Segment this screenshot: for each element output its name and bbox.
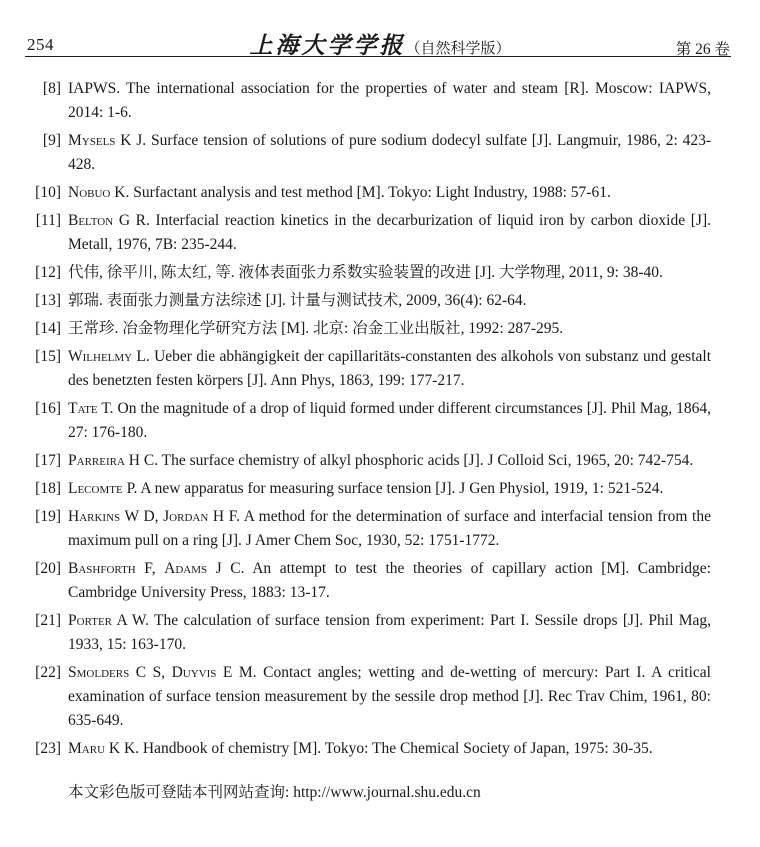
reference-text: Parreira H C. The surface chemistry of alkyl phosphoric acids [J]. J Colloid Sci, 1965, 20: 742-754. (68, 452, 694, 469)
reference-number: [12] (35, 264, 61, 281)
reference-list (35, 77, 711, 765)
reference-item (35, 449, 711, 473)
reference-text: 郭瑞. 表面张力测量方法综述 [J]. 计量与测试技术, 2009, 36(4): 62-64. (68, 292, 527, 309)
reference-text: 王常珍. 冶金物理化学研究方法 [M]. 北京: 冶金工业出版社, 1992: 287-295. (68, 320, 564, 337)
reference-number: [16] (35, 400, 61, 417)
reference-text: 代伟, 徐平川, 陈太红, 等. 液体表面张力系数实验装置的改进 [J]. 大学物理, 2011, 9: 38-40. (68, 264, 663, 281)
reference-number: [21] (35, 612, 61, 629)
reference-text: Lecomte P. A new apparatus for measuring surface tension [J]. J Gen Physiol, 1919, 1: 521-524. (68, 480, 664, 497)
reference-number: [19] (35, 508, 61, 525)
header-rule (25, 56, 731, 57)
reference-number: [17] (35, 452, 61, 469)
footer-note (68, 781, 712, 805)
reference-number: [18] (35, 480, 61, 497)
reference-number: [23] (35, 740, 61, 757)
journal-title-calligraphy: 上海大学学报 (249, 33, 406, 58)
page-number: 254 (27, 35, 54, 54)
reference-text: Mysels K J. Surface tension of solutions of pure sodium dodecyl sulfate [J]. Langmuir, 1986, 2: 423-428. (68, 132, 711, 173)
reference-item (35, 737, 711, 761)
reference-number: [8] (42, 80, 61, 97)
reference-item (35, 609, 711, 657)
reference-number: [10] (35, 184, 61, 201)
reference-item (35, 209, 711, 257)
volume-label: 第 26 卷 (675, 41, 730, 58)
reference-number: [20] (35, 560, 61, 577)
reference-text: Smolders C S, Duyvis E M. Contact angles; wetting and de-wetting of mercury: Part I. A critical examination of surface tension measurement by the sessile drop method [J]. Rec Trav Chim, 1961, 80: 635-649. (68, 664, 711, 729)
reference-text: Bashforth F, Adams J C. An attempt to test the theories of capillary action [M]. Cambridge: Cambridge University Press, 1883: 13-17. (68, 560, 711, 601)
reference-text: Wilhelmy L. Ueber die abhängigkeit der capillaritäts-constanten des alkohols von substanz und gestalt des benetzten festen körpers [J]. Ann Phys, 1863, 199: 177-217. (68, 348, 711, 389)
reference-number: [15] (35, 348, 61, 365)
reference-item (35, 477, 711, 501)
journal-website-url: http://www.journal.shu.edu.cn (293, 784, 481, 801)
reference-item (35, 289, 711, 313)
reference-text: Nobuo K. Surfactant analysis and test method [M]. Tokyo: Light Industry, 1988: 57-61. (68, 184, 611, 201)
reference-text: Porter A W. The calculation of surface tension from experiment: Part I. Sessile drops [J]. Phil Mag, 1933, 15: 163-170. (68, 612, 711, 653)
reference-item (42, 129, 711, 177)
reference-item (35, 505, 711, 553)
reference-text: Harkins W D, Jordan H F. A method for the determination of surface and interfacial tension from the maximum pull on a ring [J]. J Amer Chem Soc, 1930, 52: 1751-1772. (68, 508, 711, 549)
reference-number: [14] (35, 320, 61, 337)
reference-item (35, 661, 711, 733)
reference-number: [22] (35, 664, 61, 681)
reference-number: [9] (42, 132, 61, 149)
reference-text: Belton G R. Interfacial reaction kinetics in the decarburization of liquid iron by carbon dioxide [J]. Metall, 1976, 7B: 235-244. (68, 212, 711, 253)
reference-number: [13] (35, 292, 61, 309)
reference-item (35, 317, 711, 341)
reference-number: [11] (35, 212, 61, 229)
reference-item (35, 181, 711, 205)
reference-item (35, 557, 711, 605)
journal-subtitle: （自然科学版） (405, 41, 511, 57)
reference-item (35, 261, 711, 285)
reference-text: Tate T. On the magnitude of a drop of liquid formed under different circumstances [J]. Phil Mag, 1864, 27: 176-180. (68, 400, 711, 441)
reference-text: Maru K K. Handbook of chemistry [M]. Tokyo: The Chemical Society of Japan, 1975: 30-35. (68, 740, 653, 757)
reference-item (35, 345, 711, 393)
reference-text: IAPWS. The international association for the properties of water and steam [R]. Moscow: IAPWS, 2014: 1-6. (68, 80, 711, 121)
reference-item (42, 77, 711, 125)
reference-item (35, 397, 711, 445)
footer-note-text: 本文彩色版可登陆本刊网站查询: (68, 784, 294, 801)
